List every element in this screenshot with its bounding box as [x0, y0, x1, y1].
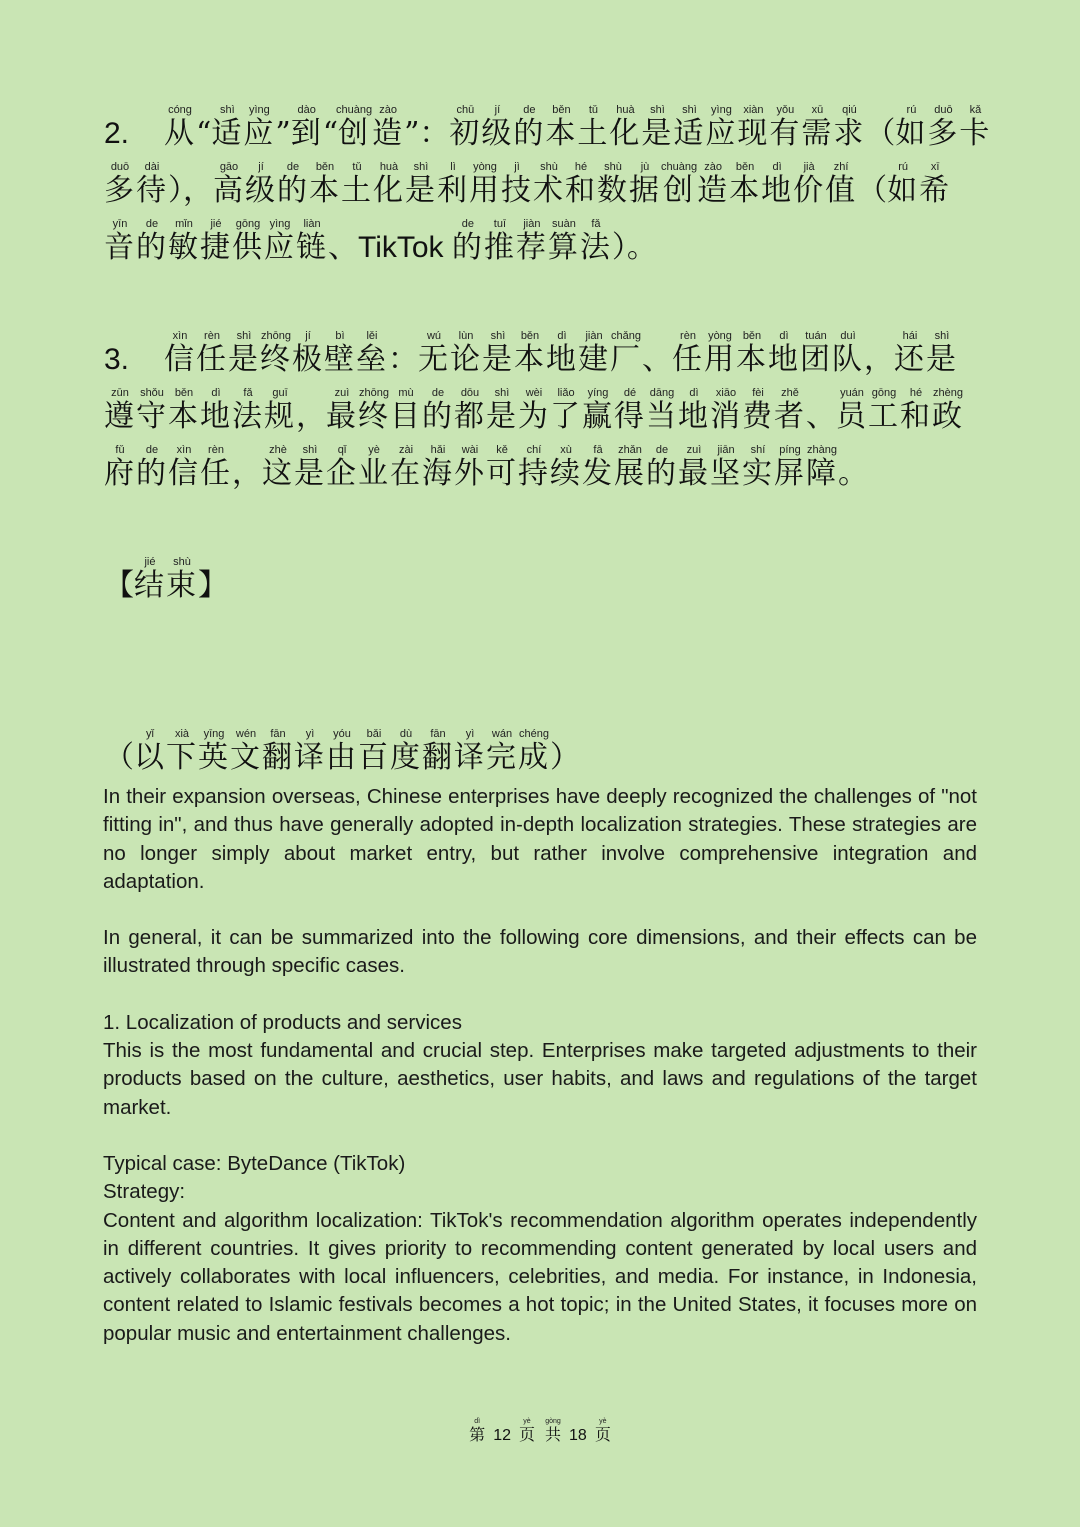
translation-note-line: （以yǐ下xià英yīng文wén翻fān译yì由yóu百bǎi度dù翻fān译yì完wán成chéng）	[104, 728, 580, 775]
item-3-line-2: 遵zūn守shǒu本běn地dì法fǎ规guī，最zuì终zhōng目mù的de都dōu是shì为wèi了liǎo赢yíng得dé当dāng地dì消xiāo费fèi者zhě、员yuán工gōng和hé政zhèng	[104, 387, 964, 434]
english-paragraph-1: In their expansion overseas, Chinese enterprises have deeply recognized the challenges of "not fitting in", and thus have generally adopted in-depth localization strategies. These strategies are no longer simply about market entry, but rather involve comprehensive integration and adaptation.	[103, 785, 977, 893]
item-3-number: 3.	[104, 343, 130, 376]
current-page-number: 12	[493, 1427, 511, 1444]
english-translation	[103, 783, 977, 1348]
item-2-line-3: 音yīn的de敏mǐn捷jié供gōng应yìng链liàn、TikTok 的de推tuī荐jiàn算suàn法fǎ）。	[104, 218, 657, 265]
item-3-line-1: 3. 信xìn任rèn是shì终zhōng极jí壁bì垒lěi：无wú论lùn是shì本běn地dì建jiàn厂chǎng、任rèn用yòng本běn地dì团tuán队duì，还hái是shì	[104, 330, 958, 377]
item-3-line-3: 府fǔ的de信xìn任rèn，这zhè是shì企qǐ业yè在zài海hǎi外wài可kě持chí续xù发fā展zhǎn的de最zuì坚jiān实shí屏píng障zhàng。	[104, 444, 868, 491]
item-2-line-1: 2. 从cóng“适shì应yìng”到dào“创chuàng造zào”：初chū级jí的de本běn土tǔ化huà是shì适shì应yìng现xiàn有yǒu需xū求qiú（如rú多duō卡kǎ	[104, 104, 992, 151]
strategy-body: Content and algorithm localization: TikTok's recommendation algorithm operates independently in different countries. It gives priority to recommending content generated by local users and actively collaborates with local influencers, celebrities, and media. For instance, in Indonesia, content related to Islamic festivals becomes a hot topic; in the United States, it focuses more on popular music and entertainment challenges.	[103, 1208, 977, 1345]
section-1-body: This is the most fundamental and crucial step. Enterprises make targeted adjustments to their products based on the culture, aesthetics, user habits, and laws and regulations of the target market.	[103, 1039, 977, 1119]
item-2-line-2: 多duō待dài），高gāo级jí的de本běn土tǔ化huà是shì利lì用yòng技jì术shù和hé数shù据jù创chuàng造zào本běn地dì价jià值zhí（如rú希xī	[104, 161, 952, 208]
item-2-number: 2.	[104, 117, 130, 150]
section-1-title: 1. Localization of products and services	[103, 1010, 462, 1034]
typical-case: Typical case: ByteDance (TikTok)	[103, 1151, 406, 1175]
english-paragraph-2: In general, it can be summarized into the following core dimensions, and their effects can be illustrated through specific cases.	[103, 926, 977, 978]
ending-heading-line: 【结jié束shù】	[104, 556, 228, 603]
strategy-label: Strategy:	[103, 1180, 186, 1204]
page-footer: 第dì12 页yè共gòng18 页yè	[469, 1418, 611, 1444]
total-page-number: 18	[569, 1427, 587, 1444]
